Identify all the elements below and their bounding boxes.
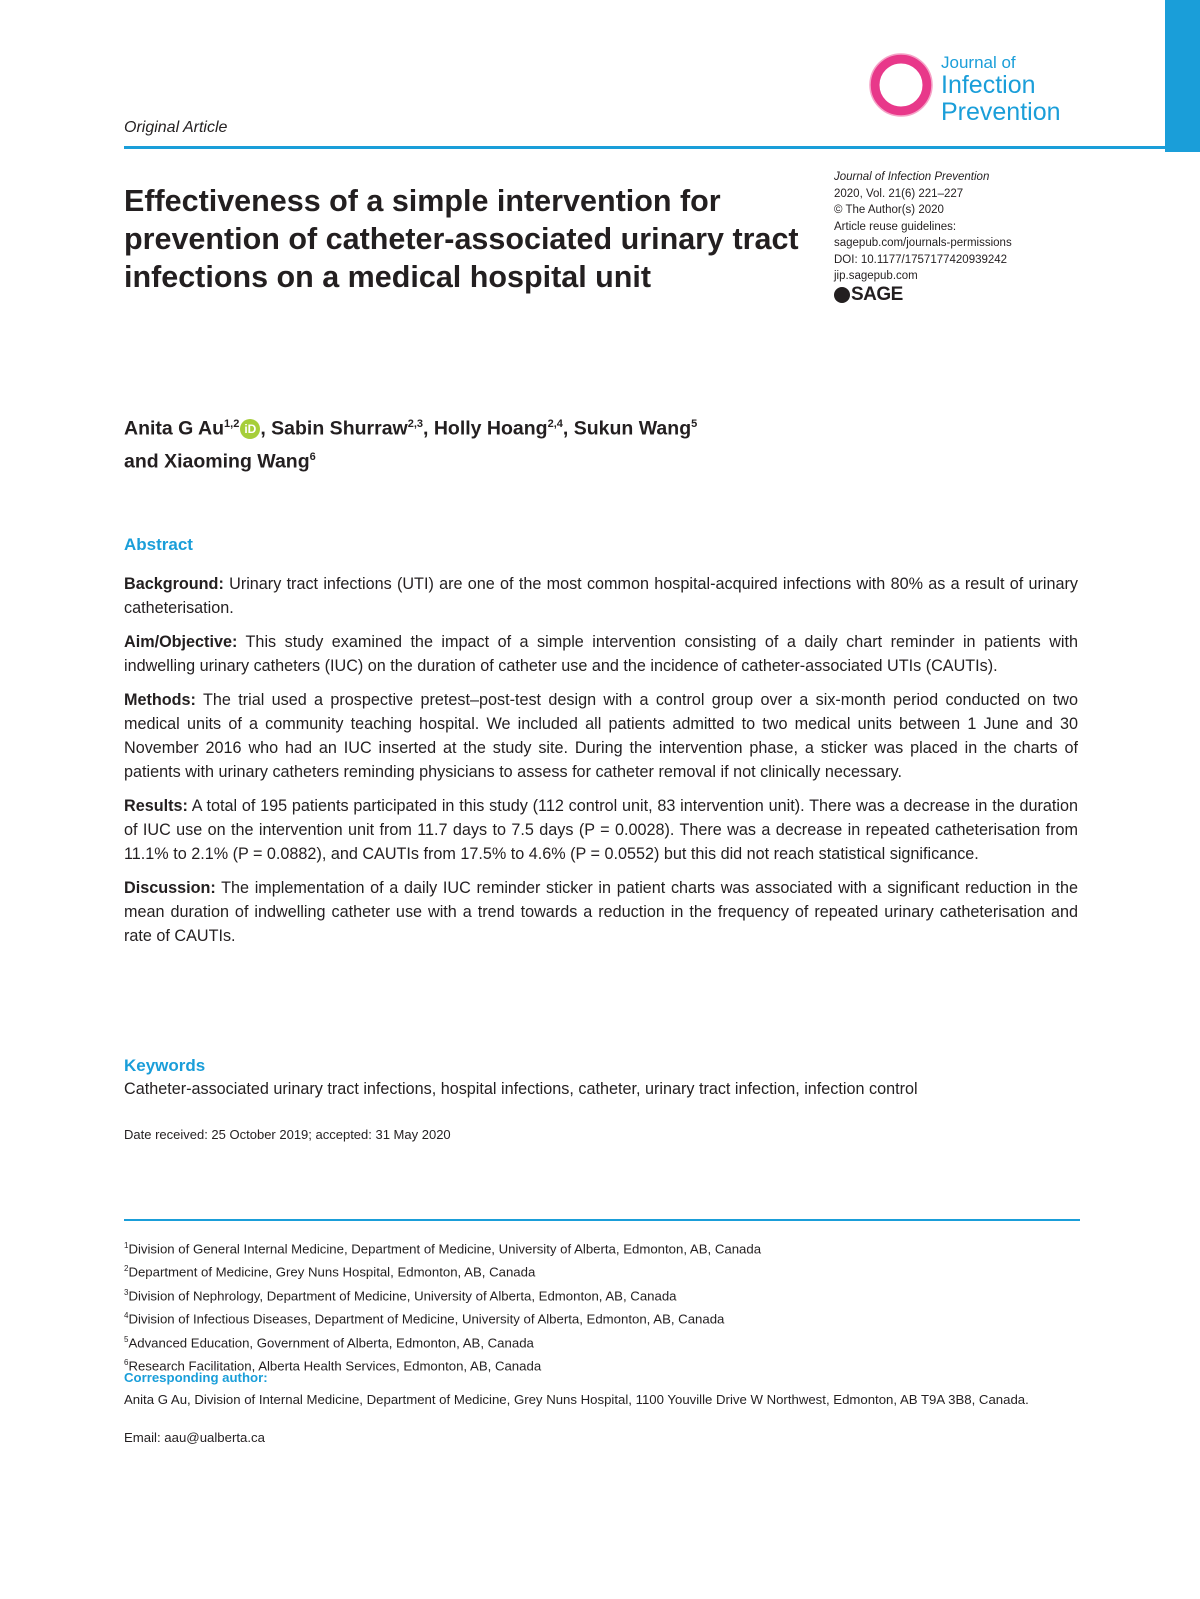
meta-volume: 2020, Vol. 21(6) 221–227 [834,187,964,200]
affiliation-num: 3 [124,1287,129,1297]
journal-logo-line1: Journal of [941,53,1016,72]
sage-wordmark: SAGE [851,283,903,305]
abstract [124,535,1078,958]
journal-logo-line3: Prevention [941,98,1061,126]
abstract-section-text: The trial used a prospective pretest–post-test design with a control group over a six-month period conducted on two medical units of a community teaching hospital. We included all patients admitted to two medical units between 1 June and 30 November 2016 who had an IUC inserted at the study site. During the intervention phase, a sticker was placed in the charts of patients with urinary catheters reminding physicians to assess for catheter removal if not clinically necessary. [124,691,1078,781]
affiliation-item [124,1306,1074,1329]
author-name: Holly Hoang [433,417,548,440]
affiliation-num: 5 [124,1334,129,1344]
affiliation-item [124,1259,1074,1282]
affiliation-item [124,1330,1074,1353]
affiliations [124,1236,1074,1376]
footer-rule [124,1219,1080,1221]
abstract-discussion [124,876,1078,948]
author-name: Xiaoming Wang [164,450,310,472]
sage-logo [834,283,1154,305]
abstract-section-text: This study examined the impact of a simple intervention consisting of a daily chart reminder in patients with indwelling urinary catheters (IUC) on the duration of catheter use and the incidence of catheter-associated UTIs (CAUTIs). [124,633,1078,675]
journal-logo [868,50,1168,130]
author-affil-sup: 1,2 [224,418,240,430]
affiliation-num: 4 [124,1311,129,1321]
article-title: Effectiveness of a simple intervention for prevention of catheter-associated urinary tract infections on a medical hospital unit [124,184,799,294]
meta-doi[interactable]: DOI: 10.1177/1757177420939242 [834,253,1008,266]
header-rule [124,146,1166,149]
keywords-heading: Keywords [124,1056,206,1075]
journal-meta [834,169,1154,303]
abstract-results [124,794,1078,866]
affiliation-text: Department of Medicine, Grey Nuns Hospital, Edmonton, AB, Canada [128,1264,536,1280]
meta-reuse-link[interactable]: sagepub.com/journals-permissions [834,237,1012,249]
abstract-section-label: Results: [124,797,188,815]
corresponding-address: Anita G Au, Division of Internal Medicine, Department of Medicine, Grey Nuns Hospital, 1100 Youville Drive W Northwest, Edmonton, AB T9A 3B8, Canada. [124,1392,1029,1407]
abstract-section-label: Aim/Objective: [124,633,238,651]
abstract-methods [124,688,1078,784]
meta-reuse-label: Article reuse guidelines: [834,220,957,233]
affiliation-text: Division of General Internal Medicine, Department of Medicine, University of Alberta, Edmonton, AB, Canada [128,1241,762,1257]
journal-logo-text [941,54,1061,125]
corresponding-email[interactable]: Email: aau@ualberta.ca [124,1430,265,1445]
abstract-section-text: Urinary tract infections (UTI) are one of the most common hospital-acquired infections with 80% as a result of urinary catheterisation. [124,575,1078,617]
author-affil-sup: 2,3 [407,418,423,430]
author-name: Sukun Wang [573,417,692,440]
affiliation-text: Research Facilitation, Alberta Health Services, Edmonton, AB, Canada [128,1358,542,1374]
orcid-icon[interactable]: iD [240,419,260,439]
author-affil-sup: 5 [691,418,698,430]
author-affil-sup: 2,4 [547,418,563,430]
affiliation-text: Advanced Education, Government of Alberta, Edmonton, AB, Canada [128,1334,534,1350]
sage-mark-icon [834,287,850,303]
abstract-background [124,572,1078,620]
author-name: Sabin Shurraw [271,417,408,440]
abstract-section-text: A total of 195 patients participated in this study (112 control unit, 83 intervention unit). There was a decrease in the duration of IUC use on the intervention unit from 11.7 days to 7.5 days (P = 0.0028). There was a decrease in repeated catheterisation from 11.1% to 2.1% (P = 0.0882), and CAUTIs from 17.5% to 4.6% (P = 0.0552) but this did not reach statistical significance. [124,797,1078,863]
dates-line: Date received: 25 October 2019; accepted: 31 May 2020 [124,1127,451,1142]
affiliation-num: 1 [124,1241,129,1250]
abstract-aim [124,630,1078,678]
meta-journal: Journal of Infection Prevention [834,171,990,183]
journal-ring-icon [868,52,934,118]
author-list: Anita G Au$^{1,2}$ iD , Sabin Shurraw$^{2,3}$, Holly Hoang$^{2,4}$, Sukun Wang$^5$ and Xiaoming Wang$^6$ [124,417,698,472]
author-affil-sup: 6 [309,450,316,463]
abstract-section-text: The implementation of a daily IUC reminder sticker in patient charts was associated with a significant reduction in the mean duration of indwelling catheter use with a trend towards a reduction in the frequency of repeated urinary catheterisation and rate of CAUTIs. [124,879,1078,945]
abstract-section-label: Discussion: [124,879,216,897]
author-name: Anita G Au [124,417,225,440]
affiliation-num: 2 [124,1264,129,1274]
abstract-heading: Abstract [124,535,193,554]
affiliation-text: Division of Infectious Diseases, Department of Medicine, University of Alberta, Edmonton, AB, Canada [128,1311,725,1327]
abstract-section-label: Background: [124,575,224,593]
keywords-text: Catheter-associated urinary tract infections, hospital infections, catheter, urinary tract infection, infection control [124,1080,918,1098]
affiliation-num: 6 [124,1357,129,1367]
abstract-section-label: Methods: [124,691,196,709]
affiliation-text: Division of Nephrology, Department of Medicine, University of Alberta, Edmonton, AB, Canada [128,1288,677,1304]
affiliation-item [124,1283,1074,1306]
journal-color-bar [1165,0,1200,152]
affiliation-item [124,1236,1074,1259]
section-label: Original Article [124,119,228,136]
meta-copyright: © The Author(s) 2020 [834,204,944,216]
corresponding-heading: Corresponding author: [124,1370,268,1385]
journal-logo-line2: Infection [941,71,1036,99]
meta-site[interactable]: jip.sagepub.com [834,270,918,282]
